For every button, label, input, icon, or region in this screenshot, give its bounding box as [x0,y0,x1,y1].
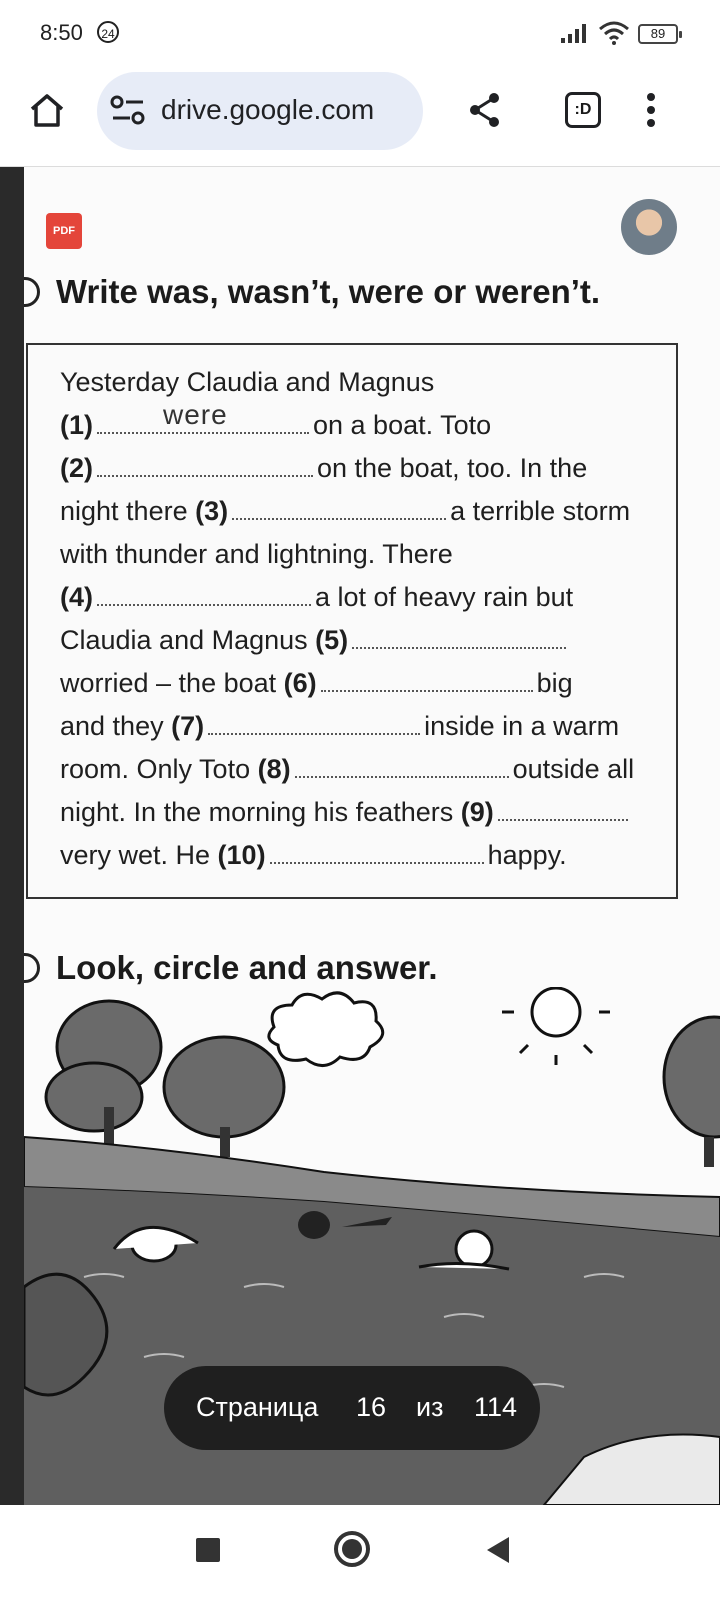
text-line: very wet. He (10) happy. [60,840,567,870]
share-icon [468,92,502,128]
page-edge [0,167,24,1505]
home-button[interactable] [22,90,72,130]
text-line: with thunder and lightning. There [60,539,453,569]
share-button[interactable] [465,90,505,130]
total-pages-number: 114 [474,1392,518,1422]
signal-icon [560,22,590,44]
text-line: (4) a lot of heavy rain but [60,582,574,612]
menu-button[interactable] [636,88,666,132]
text-line: Claudia and Magnus (5) [60,625,570,656]
wifi-icon [598,20,630,46]
exercise-heading: Write was, wasn’t, were or weren’t. [56,273,601,310]
home-icon [28,92,66,128]
status-bar [0,0,720,70]
exercise-number-marker [24,277,40,307]
current-page-number: 16 [356,1392,387,1422]
url-text: drive.google.com [161,94,375,125]
more-vert-icon [646,92,656,128]
page-of-label: из [416,1392,444,1422]
text-line: night. In the morning his feathers (9) [60,797,632,828]
pdf-page[interactable] [24,167,720,1505]
square-icon [195,1537,221,1563]
pdf-file-icon: PDF [46,213,82,249]
back-button[interactable] [478,1530,518,1570]
exercise-number-marker [24,953,40,983]
system-navigation-bar [0,1505,720,1600]
page-label: Страница [196,1392,319,1422]
home-nav-button[interactable] [330,1527,374,1571]
tab-switcher-button[interactable]: :D [565,92,601,128]
site-settings-icon [109,94,147,128]
exercise-text-box [26,343,678,899]
recents-button[interactable] [188,1530,228,1570]
back-triangle-icon [485,1536,511,1564]
text-line: (2) on the boat, too. In the [60,453,588,483]
page-indicator [164,1366,540,1450]
circle-icon [333,1530,371,1568]
handwritten-answer: were [163,399,228,430]
text-line: room. Only Toto (8) outside all [60,754,635,784]
text-line: worried – the boat (6) big [60,668,573,698]
text-line: and they (7) inside in a warm [60,711,620,741]
address-bar[interactable] [97,72,423,150]
battery-indicator: 89 [638,24,678,44]
exercise-heading: Look, circle and answer. [56,949,438,986]
text-line: night there (3) a terrible storm [60,496,631,526]
notification-badge: 24 [97,21,119,43]
clock: 8:50 [40,20,83,45]
text-line: Yesterday Claudia and Magnus [60,367,435,397]
text-line: (1) on a boat. Toto [60,410,492,440]
account-avatar[interactable] [621,199,677,255]
browser-toolbar [0,70,720,167]
